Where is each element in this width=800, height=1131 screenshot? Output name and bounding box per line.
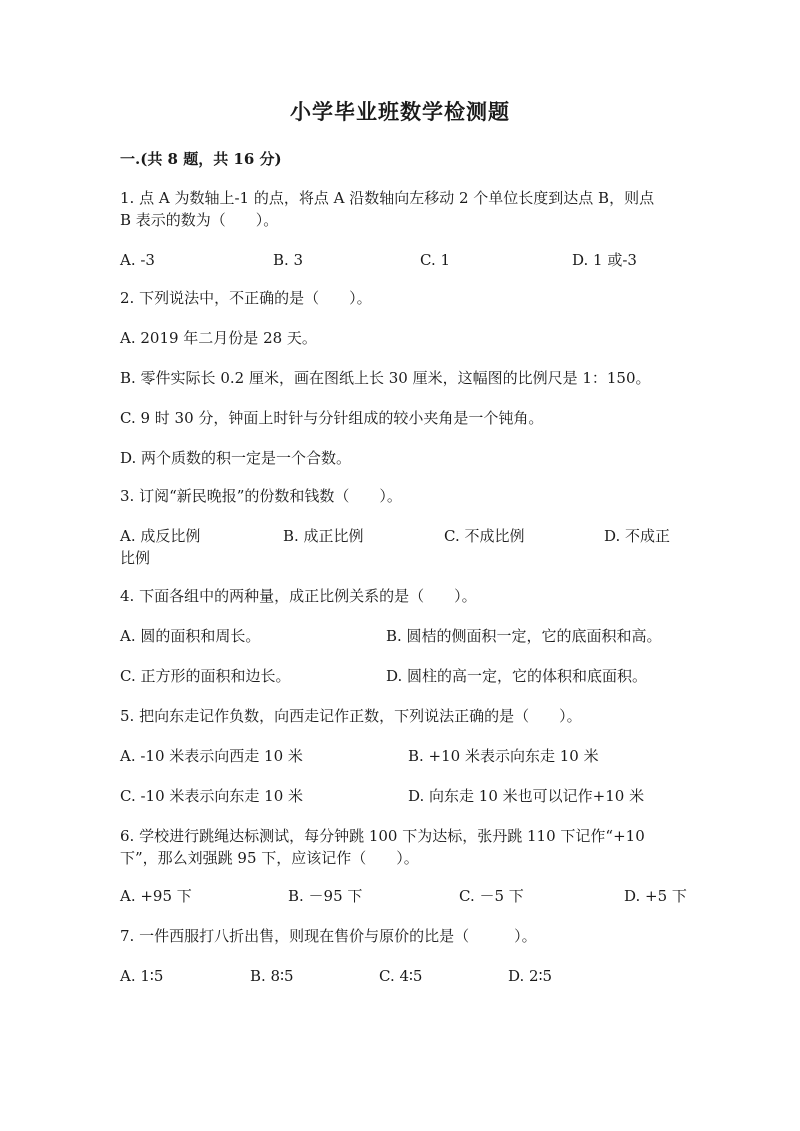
question-7-option-a: A. 1∶5 bbox=[120, 967, 164, 985]
question-4-option-c: C. 正方形的面积和边长。 bbox=[120, 667, 291, 685]
question-5-option-c: C. -10 米表示向东走 10 米 bbox=[120, 787, 304, 805]
question-7-option-c: C. 4∶5 bbox=[379, 967, 423, 985]
question-1-option-d: D. 1 或-3 bbox=[572, 251, 637, 269]
question-4-option-b: B. 圆桔的侧面积一定，它的底面积和高。 bbox=[386, 627, 662, 645]
question-2-option-b: B. 零件实际长 0.2 厘米，画在图纸上长 30 厘米，这幅图的比例尺是 1：150。 bbox=[120, 369, 651, 387]
question-4-option-a: A. 圆的面积和周长。 bbox=[120, 627, 261, 645]
question-5-option-a: A. -10 米表示向西走 10 米 bbox=[120, 747, 303, 765]
question-1-line-2: B 表示的数为（ ）。 bbox=[120, 211, 279, 229]
question-1-option-b: B. 3 bbox=[273, 251, 304, 269]
page-title: 小学毕业班数学检测题 bbox=[290, 99, 510, 124]
question-1-option-c: C. 1 bbox=[420, 251, 451, 269]
question-3-option-d: D. 不成正 bbox=[604, 527, 671, 545]
question-3-line-1: 3. 订阅“新民晚报”的份数和钱数（ ）。 bbox=[120, 487, 402, 505]
question-2-option-a: A. 2019 年二月份是 28 天。 bbox=[120, 329, 317, 347]
question-3-option-b: B. 成正比例 bbox=[283, 527, 364, 545]
question-6-option-c: C. －5 下 bbox=[459, 887, 524, 905]
question-7-line-1: 7. 一件西服打八折出售，则现在售价与原价的比是（ ）。 bbox=[120, 927, 537, 945]
question-4-line-1: 4. 下面各组中的两种量，成正比例关系的是（ ）。 bbox=[120, 587, 477, 605]
question-6-option-a: A. +95 下 bbox=[120, 887, 192, 905]
question-1-line-1: 1. 点 A 为数轴上-1 的点，将点 A 沿数轴向左移动 2 个单位长度到达点 B，则点 bbox=[120, 189, 655, 207]
question-2-option-d: D. 两个质数的积一定是一个合数。 bbox=[120, 449, 352, 467]
question-6-line-1: 6. 学校进行跳绳达标测试，每分钟跳 100 下为达标，张丹跳 110 下记作“+10 bbox=[120, 827, 645, 845]
question-6-option-b: B. －95 下 bbox=[288, 887, 363, 905]
question-4-option-d: D. 圆柱的高一定，它的体积和底面积。 bbox=[386, 667, 648, 685]
question-5-option-b: B. +10 米表示向东走 10 米 bbox=[408, 747, 599, 765]
question-6-option-d: D. +5 下 bbox=[624, 887, 687, 905]
question-2-option-c: C. 9 时 30 分，钟面上时针与分针组成的较小夹角是一个钝角。 bbox=[120, 409, 544, 427]
question-2-line-1: 2. 下列说法中，不正确的是（ ）。 bbox=[120, 289, 372, 307]
question-5-line-1: 5. 把向东走记作负数，向西走记作正数，下列说法正确的是（ ）。 bbox=[120, 707, 582, 725]
question-3-option-d-cont: 比例 bbox=[120, 549, 151, 567]
question-3-option-c: C. 不成比例 bbox=[444, 527, 525, 545]
question-1-option-a: A. -3 bbox=[120, 251, 155, 269]
question-7-option-d: D. 2∶5 bbox=[508, 967, 553, 985]
question-6-line-2: 下”，那么刘强跳 95 下，应该记作（ ）。 bbox=[120, 849, 419, 867]
question-5-option-d: D. 向东走 10 米也可以记作+10 米 bbox=[408, 787, 645, 805]
question-3-option-a: A. 成反比例 bbox=[120, 527, 201, 545]
section-heading: 一.(共 8 题，共 16 分) bbox=[120, 150, 282, 168]
question-7-option-b: B. 8∶5 bbox=[250, 967, 294, 985]
